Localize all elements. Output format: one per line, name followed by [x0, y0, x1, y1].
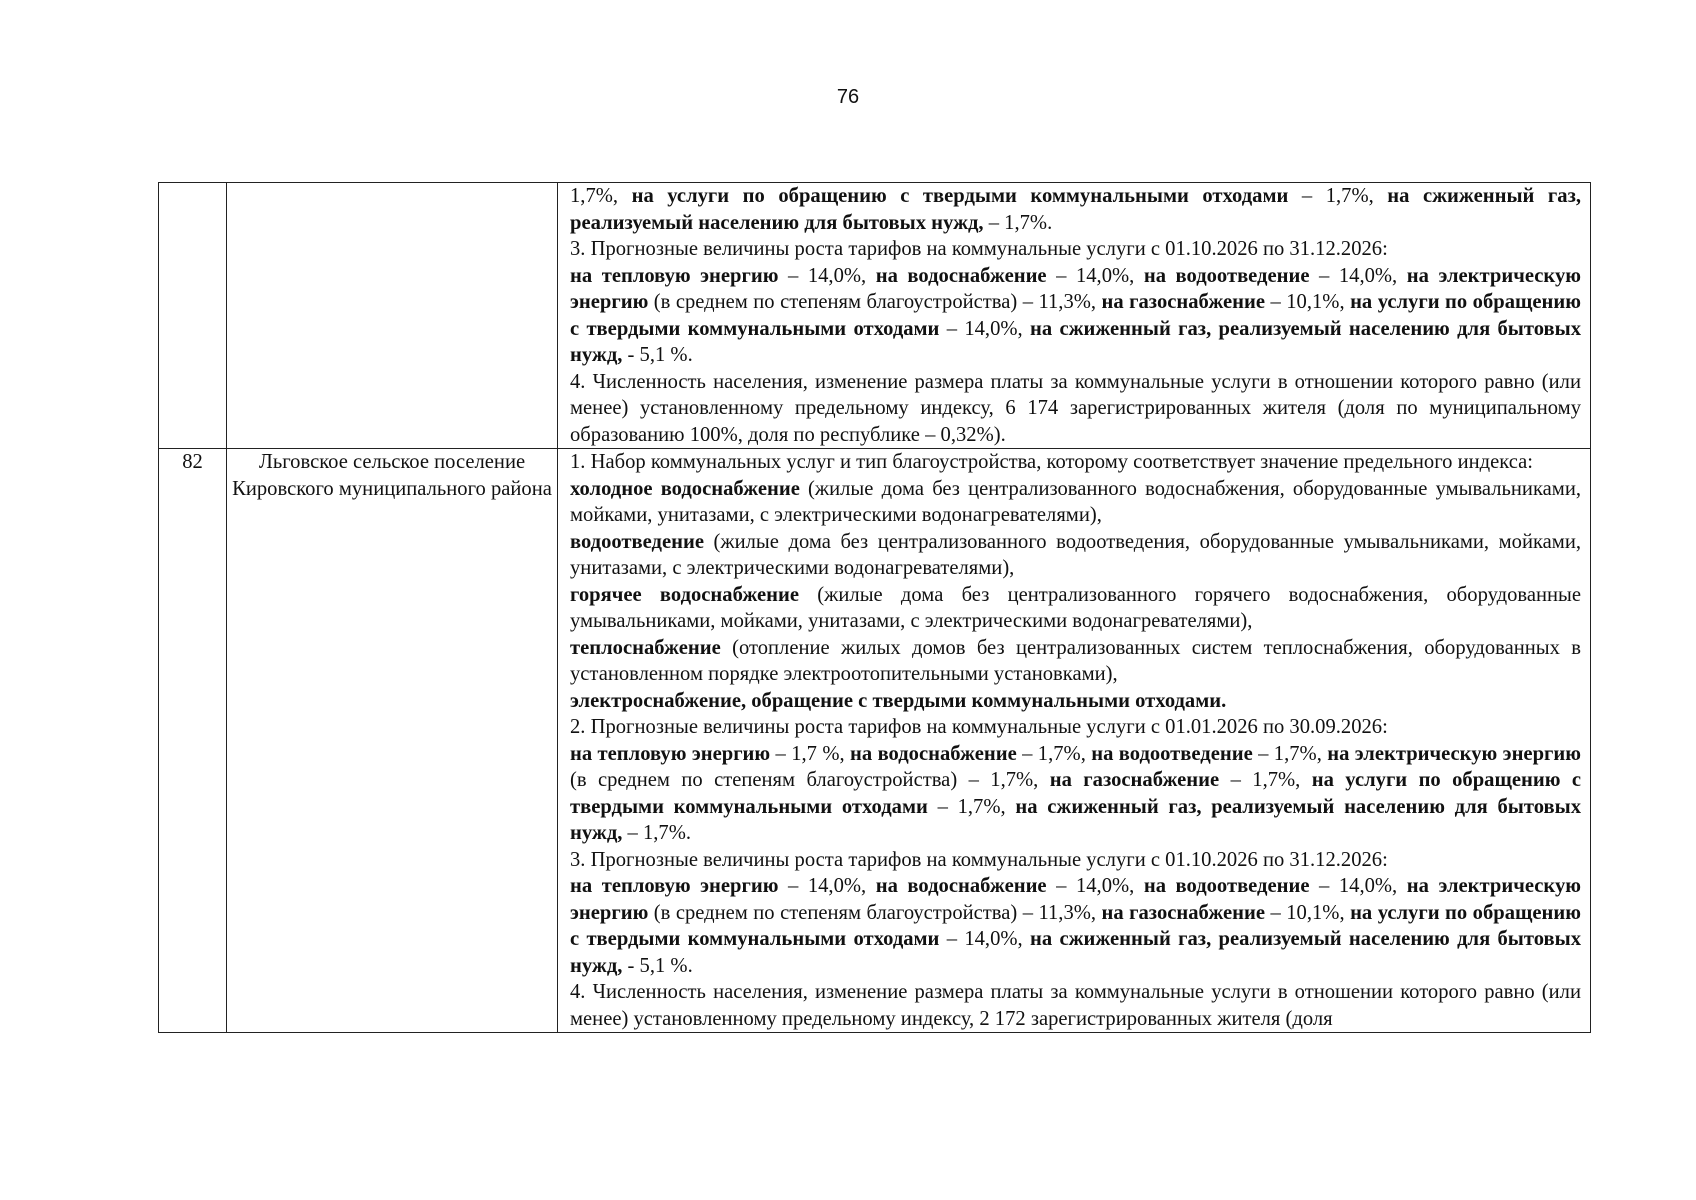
paragraph [570, 529, 1581, 582]
text: – 1,7 %, [770, 742, 851, 765]
row-content [558, 449, 1591, 1033]
text: 3. Прогнозные величины роста тарифов на коммунальные услуги с 01.10.2026 по 31.12.2026: [570, 238, 1388, 260]
row-content [558, 183, 1591, 449]
page-number: 76 [836, 86, 860, 108]
text: 2. Прогнозные величины роста тарифов на коммунальные услуги с 01.01.2026 по 30.09.2026: [570, 716, 1388, 738]
municipality-name [227, 183, 558, 449]
bold-text: водоотведение [570, 530, 704, 553]
text: 1,7%, [570, 185, 632, 207]
text: – 14,0%, [1309, 875, 1407, 897]
text: – 1,7%. [983, 211, 1053, 234]
bold-text: на электрическую энергию [570, 875, 1581, 924]
text: – 1,7%, [927, 795, 1016, 818]
paragraph [570, 635, 1581, 688]
paragraph [570, 369, 1581, 449]
paragraph [570, 183, 1581, 236]
paragraph [570, 847, 1581, 874]
paragraph [570, 979, 1581, 1032]
text: – 1,7%, [1016, 742, 1092, 765]
text: - 5,1 %. [622, 954, 693, 977]
text: (жилые дома без централизованного горячего водоснабжения, оборудованные умывальниками, мойками, унитазами, с электрическими водонагревателями), [570, 583, 1581, 632]
paragraph [570, 263, 1581, 369]
row-number [159, 183, 227, 449]
bold-text: на водоснабжение [875, 264, 1047, 287]
table-row [159, 183, 1591, 449]
text: – 1,7%, [1288, 185, 1388, 207]
bold-text: на водоотведение [1143, 264, 1310, 287]
text: – 14,0%, [1046, 875, 1144, 897]
text: – 14,0%, [1046, 264, 1144, 287]
bold-text: на сжиженный газ, реализуемый населению для бытовых нужд, [570, 317, 1582, 366]
bold-text: холодное водоснабжение [570, 477, 800, 500]
text: – 14,0%, [1309, 264, 1407, 287]
bold-text: на услуги по обращению с твердыми коммунальными отходами [570, 901, 1581, 950]
paragraph [570, 688, 1581, 715]
row-number: 82 [159, 449, 227, 1033]
text: (в среднем по степеням благоустройства) – 1,7%, [570, 769, 1050, 791]
text: - 5,1 %. [622, 344, 693, 366]
text: (жилые дома без централизованного водоотведения, оборудованные умывальниками, мойками, унитазами, с электрическими водонагревателями), [570, 530, 1581, 579]
text: 3. Прогнозные величины роста тарифов на коммунальные услуги с 01.10.2026 по 31.12.2026: [570, 848, 1388, 871]
text: – 14,0%, [939, 317, 1030, 340]
table-row [159, 449, 1591, 1033]
text: (в среднем по степеням благоустройства) – 11,3%, [648, 291, 1102, 313]
bold-text: теплоснабжение [570, 636, 721, 659]
text: (жилые дома без централизованного водоснабжения, оборудованные умывальниками, мойками, унитазами, с электрическими водонагревателями), [570, 477, 1581, 526]
text: – 1,7%. [622, 822, 692, 844]
text: – 1,7%, [1219, 769, 1312, 791]
paragraph [570, 449, 1581, 476]
paragraph [570, 714, 1581, 741]
paragraph [570, 873, 1581, 979]
bold-text: на электрическую энергию [570, 264, 1581, 313]
text: – 10,1%, [1265, 291, 1351, 313]
bold-text: на сжиженный газ, реализуемый населению для бытовых нужд, [570, 795, 1581, 844]
bold-text: на сжиженный газ, реализуемый населению для бытовых нужд, [570, 928, 1582, 977]
text: – 10,1%, [1265, 901, 1351, 924]
bold-text: на газоснабжение [1101, 901, 1266, 924]
bold-text: на услуги по обращению с твердыми коммунальными отходами [570, 291, 1581, 340]
bold-text: на водоотведение [1091, 742, 1253, 765]
bold-text: на водоснабжение [875, 875, 1047, 897]
paragraph [570, 476, 1581, 529]
bold-text: на услуги по обращению с твердыми коммунальными отходами [631, 185, 1289, 207]
bold-text: на тепловую энергию [570, 742, 771, 765]
text: – 1,7%, [1252, 742, 1328, 765]
text: – 14,0%, [778, 264, 876, 287]
bold-text: на тепловую энергию [570, 264, 779, 287]
text: – 14,0%, [778, 875, 876, 897]
bold-text: горячее водоснабжение [570, 583, 800, 606]
paragraph [570, 236, 1581, 263]
bold-text: на тепловую энергию [570, 875, 779, 897]
bold-text: на водоотведение [1143, 875, 1310, 897]
bold-text: на сжиженный газ, реализуемый населению для бытовых нужд, [570, 185, 1581, 234]
bold-text: на газоснабжение [1101, 291, 1266, 313]
text: – 14,0%, [939, 928, 1030, 950]
text: 4. Численность населения, изменение размера платы за коммунальные услуги в отношении которого равно (или менее) установленному предельному индексу, 6 174 зарегистрированных жителя (доля по муниципальному образованию 100%, доля по республике – 0,32%). [570, 370, 1581, 446]
text: 1. Набор коммунальных услуг и тип благоустройства, которому соответствует значение предельного индекса: [570, 451, 1533, 473]
text: 4. Численность населения, изменение размера платы за коммунальные услуги в отношении которого равно (или менее) установленному предельному индексу, 2 172 зарегистрированных жителя (доля [570, 981, 1581, 1030]
text: (в среднем по степеням благоустройства) – 11,3%, [648, 901, 1102, 924]
bold-text: на электрическую энергию [1327, 742, 1581, 765]
text: (отопление жилых домов без централизованных систем теплоснабжения, оборудованных в установленном порядке электроотопительными установками), [570, 636, 1581, 685]
paragraph [570, 582, 1581, 635]
bold-text: на газоснабжение [1049, 769, 1220, 791]
tariff-table [158, 182, 1591, 1033]
bold-text: на водоснабжение [850, 742, 1017, 765]
bold-text: на услуги по обращению с твердыми коммунальными отходами [570, 769, 1582, 818]
bold-text: электроснабжение, обращение с твердыми коммунальными отходами. [570, 689, 1227, 712]
paragraph [570, 741, 1581, 847]
municipality-name: Льговское сельское поселение Кировского муниципального района [227, 449, 558, 1033]
